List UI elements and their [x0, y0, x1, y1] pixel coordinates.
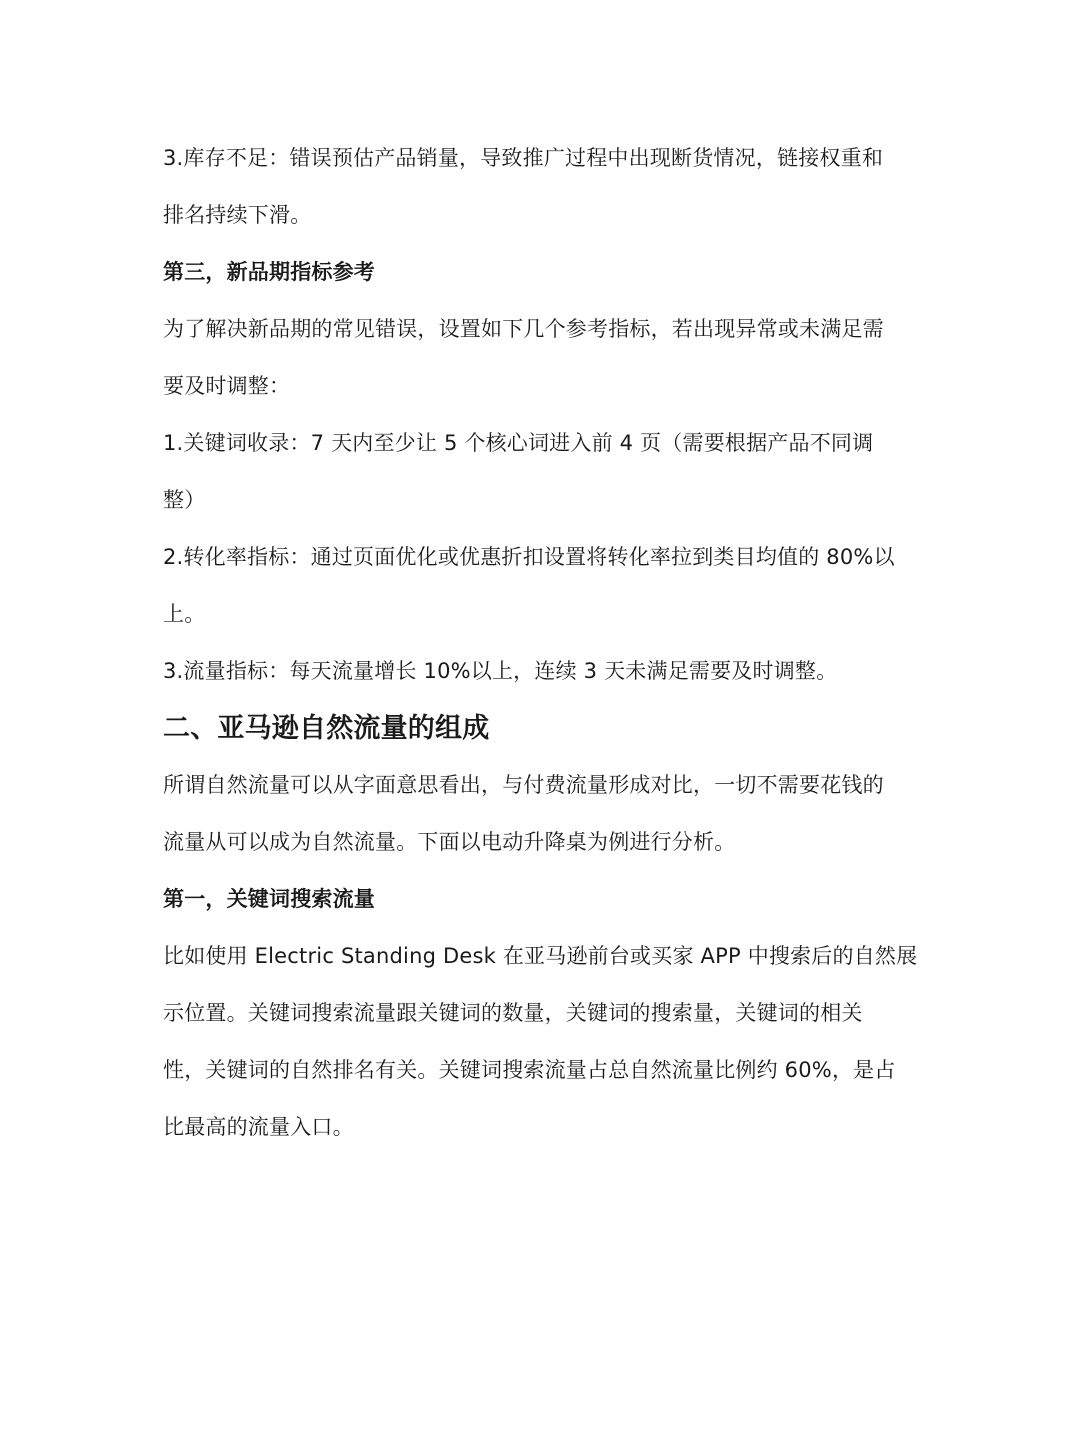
section-heading-organic-traffic: 二、亚马逊自然流量的组成 [163, 713, 490, 744]
subheading-keyword-search-traffic: 第一，关键词搜索流量 [163, 887, 375, 911]
paragraph-line: 示位置。关键词搜索流量跟关键词的数量，关键词的搜索量，关键词的相关 [163, 1001, 863, 1025]
paragraph-line: 为了解决新品期的常见错误，设置如下几个参考指标，若出现异常或未满足需 [163, 317, 884, 341]
paragraph-line: 3.库存不足：错误预估产品销量，导致推广过程中出现断货情况，链接权重和 [163, 146, 884, 170]
paragraph-line: 3.流量指标：每天流量增长 10%以上，连续 3 天未满足需要及时调整。 [163, 659, 838, 683]
paragraph-line: 比最高的流量入口。 [163, 1115, 354, 1139]
paragraph-line: 要及时调整： [163, 374, 291, 398]
subheading-new-product-indicators: 第三，新品期指标参考 [163, 260, 375, 284]
paragraph-line: 上。 [163, 602, 206, 626]
paragraph-line: 比如使用 Electric Standing Desk 在亚马逊前台或买家 APP 中搜索后的自然展 [163, 944, 918, 968]
paragraph-line: 整） [163, 488, 206, 512]
paragraph-line: 所谓自然流量可以从字面意思看出，与付费流量形成对比，一切不需要花钱的 [163, 773, 884, 797]
paragraph-line: 流量从可以成为自然流量。下面以电动升降桌为例进行分析。 [163, 830, 736, 854]
paragraph-line: 性，关键词的自然排名有关。关键词搜索流量占总自然流量比例约 60%，是占 [163, 1058, 896, 1082]
document-page [163, 130, 923, 1156]
paragraph-line: 1.关键词收录：7 天内至少让 5 个核心词进入前 4 页（需要根据产品不同调 [163, 431, 874, 455]
paragraph-line: 2.转化率指标：通过页面优化或优惠折扣设置将转化率拉到类目均值的 80%以 [163, 545, 895, 569]
paragraph-line: 排名持续下滑。 [163, 203, 312, 227]
